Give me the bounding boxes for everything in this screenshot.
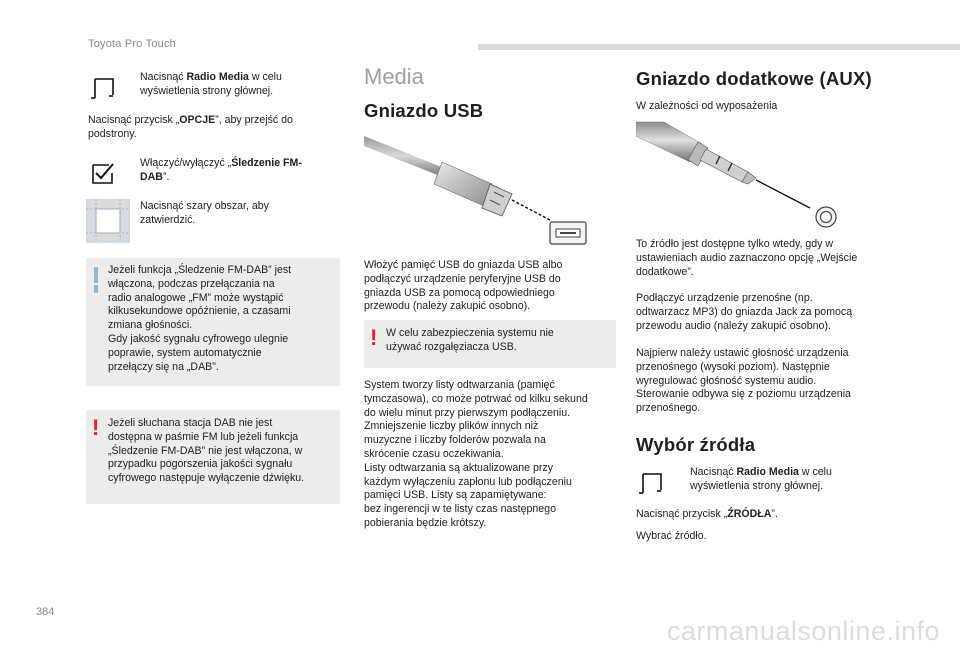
jack-plug-icon [636,118,846,230]
source-choose-instruction: Wybrać źródło. [636,530,707,542]
usb-warning-box [364,320,616,368]
grey-area-icon [86,199,130,243]
warning-icon: ! [92,415,100,440]
warning-box-text: Jeżeli słuchana stacja DAB nie jest dostępna w paśmie FM lub jeżeli funkcja „Śledzenie FM-DAB” nie jest włączona, w przypadku pogorszenia jakości sygnału cyfrowego następuje wyłączenie dźwięku. [108,417,305,485]
warning-icon: ! [370,325,378,350]
playlist-info: System tworzy listy odtwarzania (pamięć tymczasowa), co może potrwać od kilku sekund do wielu minut przy pierwszym podłączeniu. Zmniejszenie liczby plików innych niż muzyczne i liczby folderów pozwala na skrócenie czasu oczekiwania. Listy odtwarzania są aktualizowane przy każdym wyłączeniu zapłonu lub podłączeniu pamięci USB. Listy są zapamiętywane: bez ingerencji w te listy czas następnego pobierania będzie krótszy. [364,379,588,529]
usb-heading: Gniazdo USB [364,100,484,121]
usb-warning-text: W celu zabezpieczenia systemu nie używać rozgałęziacza USB. [386,327,554,353]
aux-volume: Najpierw należy ustawić głośność urządzenia przenośnego (wysoki poziom). Następnie wyregulować głośność systemu audio. Sterowanie odbywa się z poziomu urządzenia przenośnego. [636,347,851,415]
info-box-text: Jeżeli funkcja „Śledzenie FM-DAB” jest włączona, podczas przełączania na radio analogowe „FM” może wystąpić kilkusekundowe opóźnienie, a czasami zmiana głośności. Gdy jakość sygnału cyfrowego ulegnie poprawie, system automatycznie przełączy się na „DAB”. [108,264,292,373]
aux-subtitle: W zależności od wyposażenia [636,100,778,112]
section-title-media: Media [364,64,424,89]
usb-plug-icon [364,128,594,248]
running-header: Toyota Pro Touch [88,38,176,50]
confirm-instruction: Nacisnąć szary obszar, aby zatwierdzić. [140,200,269,226]
info-box [86,258,340,386]
aux-heading: Gniazdo dodatkowe (AUX) [636,68,872,89]
aux-connect: Podłączyć urządzenie przenośne (np. odtwarzacz MP3) do gniazda Jack za pomocą przewodu audio (należy zakupić osobno). [636,292,853,332]
watermark: carmanualsonline.info [666,616,940,646]
header-bar [478,44,960,50]
warning-box [86,410,340,504]
aux-availability: To źródło jest dostępne tylko wtedy, gdy w ustawieniach audio zaznaczono opcję „Wejście dodatkowe”. [636,238,858,278]
music-note-icon [636,469,666,499]
fm-dab-toggle-instruction: Włączyć/wyłączyć „Śledzenie FM- DAB”. [140,157,302,183]
source-radio-media-instruction: Nacisnąć Radio Media w celu wyświetlenia strony głównej. [690,466,832,492]
source-heading: Wybór źródła [636,434,756,455]
page-number: 384 [36,606,55,618]
usb-instruction: Włożyć pamięć USB do gniazda USB albo podłączyć urządzenie peryferyjne USB do gniazda USB za pomocą odpowiedniego przewodu (należy zakupić osobno). [364,259,563,313]
radio-media-instruction: Nacisnąć Radio Media w celu wyświetlenia strony głównej. [140,71,282,97]
source-button-instruction: Nacisnąć przycisk „ŹRÓDŁA”. [636,508,778,520]
checkbox-icon [88,159,118,187]
music-note-icon [88,74,118,104]
info-icon [94,267,98,283]
options-instruction: Nacisnąć przycisk „OPCJE”, aby przejść do podstrony. [88,114,293,140]
